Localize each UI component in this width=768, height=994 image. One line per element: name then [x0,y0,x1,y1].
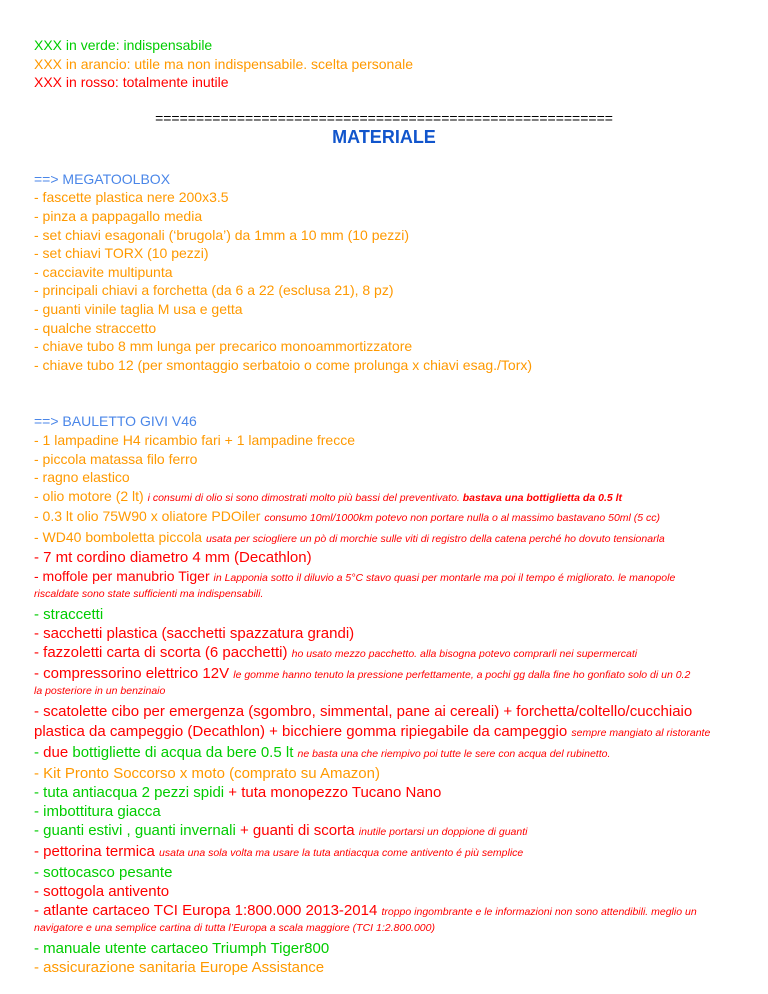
item-note-continuation: navigatore e una semplice cartina di tutta l’Europa a scala maggiore (TCI 1:2.800.000) [34,922,435,935]
item-text: - guanti estivi , guanti invernali [34,822,240,840]
item-text: - moffole per manubrio Tiger [34,568,214,585]
item-text: - pettorina termica [34,843,160,861]
list-item: - ragno elastico [34,469,130,486]
list-item [34,821,734,842]
list-item [34,507,734,528]
item-note: troppo ingombrante e le informazioni non sono attendibili. meglio un [381,906,697,919]
item-note: inutile portarsi un doppione di guanti [358,826,528,839]
list-item: - set chiavi esagonali (‘brugola’) da 1mm a 10 mm (10 pezzi) [34,226,410,243]
list-item: - manuale utente cartaceo Triumph Tiger800 [34,940,330,958]
item-text: - fazzoletti carta di scorta (6 pacchetti) [34,644,292,662]
list-item: - qualche straccetto [34,319,157,336]
list-item: - fascette plastica nere 200x3.5 [34,189,229,206]
list-item: - sottocasco pesante [34,864,173,882]
item-text: - atlante cartaceo TCI Europa 1:800.000 2013-2014 [34,902,382,920]
list-item [34,702,734,743]
item-note-continuation: la posteriore in un benzinaio [34,685,166,698]
list-item: - chiave tubo 8 mm lunga per precarico monoammortizzatore [34,338,413,355]
item-note: sempre mangiato al ristorante [571,726,711,739]
list-item: - 7 mt cordino diametro 4 mm (Decathlon) [34,549,312,567]
document-page [34,36,734,977]
separator: ======================================================== [155,109,613,126]
item-note: in Lapponia sotto il diluvio a 5°C stavo quasi per montarle ma poi il tempo é migliorato. le manopole [213,572,676,585]
item-note: ho usato mezzo pacchetto. alla bisogna potevo comprarli nei supermercati [291,648,638,661]
item-note-bold: bastava una bottiglietta da 0.5 lt [462,491,623,504]
item-text: - compressorino elettrico 12V [34,665,234,683]
list-item: - piccola matassa filo ferro [34,450,198,467]
list-item: - principali chiavi a forchetta (da 6 a 22 (esclusa 21), 8 pz) [34,282,394,299]
list-item [34,743,734,764]
megatoolbox-header: ==> MEGATOOLBOX [34,170,171,187]
list-item [34,664,734,685]
list-item: - Kit Pronto Soccorso x moto (comprato su Amazon) [34,765,380,783]
list-item: - cacciavite multipunta [34,263,173,280]
item-note-continuation: riscaldate sono state sufficienti ma indispensabili. [34,588,264,601]
item-note: consumo 10ml/1000km potevo non portare nulla o al massimo bastavano 50ml (5 cc) [264,512,661,525]
item-text-red: due [43,744,69,762]
list-item [34,643,734,664]
legend-green: XXX in verde: indispensabile [34,37,213,53]
list-item [34,783,734,802]
item-text: - tuta antiacqua 2 pezzi spidi [34,784,229,802]
list-item: - sottogola antivento [34,883,170,901]
list-item: - sacchetti plastica (sacchetti spazzatura grandi) [34,625,355,643]
list-item: - 1 lampadine H4 ricambio fari + 1 lampadine frecce [34,431,355,448]
item-text: - [34,744,44,762]
list-item [34,487,734,508]
item-text: - scatolette cibo per emergenza (sgombro, simmental, pane ai cereali) + forchetta/coltello/cucchiaio plastica da campeggio (Decathlon) + bicchiere gomma ripiegabile da campeggio [34,703,693,740]
item-note: i consumi di olio si sono dimostrati molto più bassi del preventivato. [147,491,463,504]
list-item: - guanti vinile taglia M usa e getta [34,300,243,317]
legend-orange: XXX in arancio: utile ma non indispensabile. scelta personale [34,55,414,72]
list-item: - chiave tubo 12 (per smontaggio serbatoio o come prolunga x chiavi esag./Torx) [34,356,533,373]
list-item: - set chiavi TORX (10 pezzi) [34,245,209,262]
item-text: - olio motore (2 lt) [34,487,148,504]
item-text: - 0.3 lt olio 75W90 x oliatore PDOiler [34,508,265,525]
list-item: - pinza a pappagallo media [34,207,203,224]
item-text: - WD40 bomboletta piccola [34,528,206,545]
item-note: le gomme hanno tenuto la pressione perfettamente, a pochi gg dalla fine ho gonfiato solo di un 0.2 [233,669,691,682]
item-note: usata una sola volta ma usare la tuta antiacqua come antivento é più semplice [159,847,524,860]
bauletto-header: ==> BAULETTO GIVI V46 [34,413,197,430]
list-item: - imbottitura giacca [34,803,161,821]
item-text: bottigliette di acqua da bere 0.5 lt [68,744,298,762]
list-item [34,528,734,549]
section-title: MATERIALE [332,126,436,147]
legend-red: XXX in rosso: totalmente inutile [34,74,229,91]
list-item [34,842,734,863]
item-text-red: + guanti di scorta [239,822,359,840]
item-text-red: + tuta monopezzo Tucano Nano [228,784,442,802]
list-item [34,567,734,588]
list-item: - straccetti [34,606,104,624]
list-item [34,901,734,922]
item-note: ne basta una che riempivo poi tutte le sere con acqua del rubinetto. [297,748,611,761]
list-item: - assicurazione sanitaria Europe Assistance [34,959,325,977]
item-note: usata per sciogliere un pò di morchie sulle viti di registro della catena perché ho dovuto tensionarla [205,532,665,545]
